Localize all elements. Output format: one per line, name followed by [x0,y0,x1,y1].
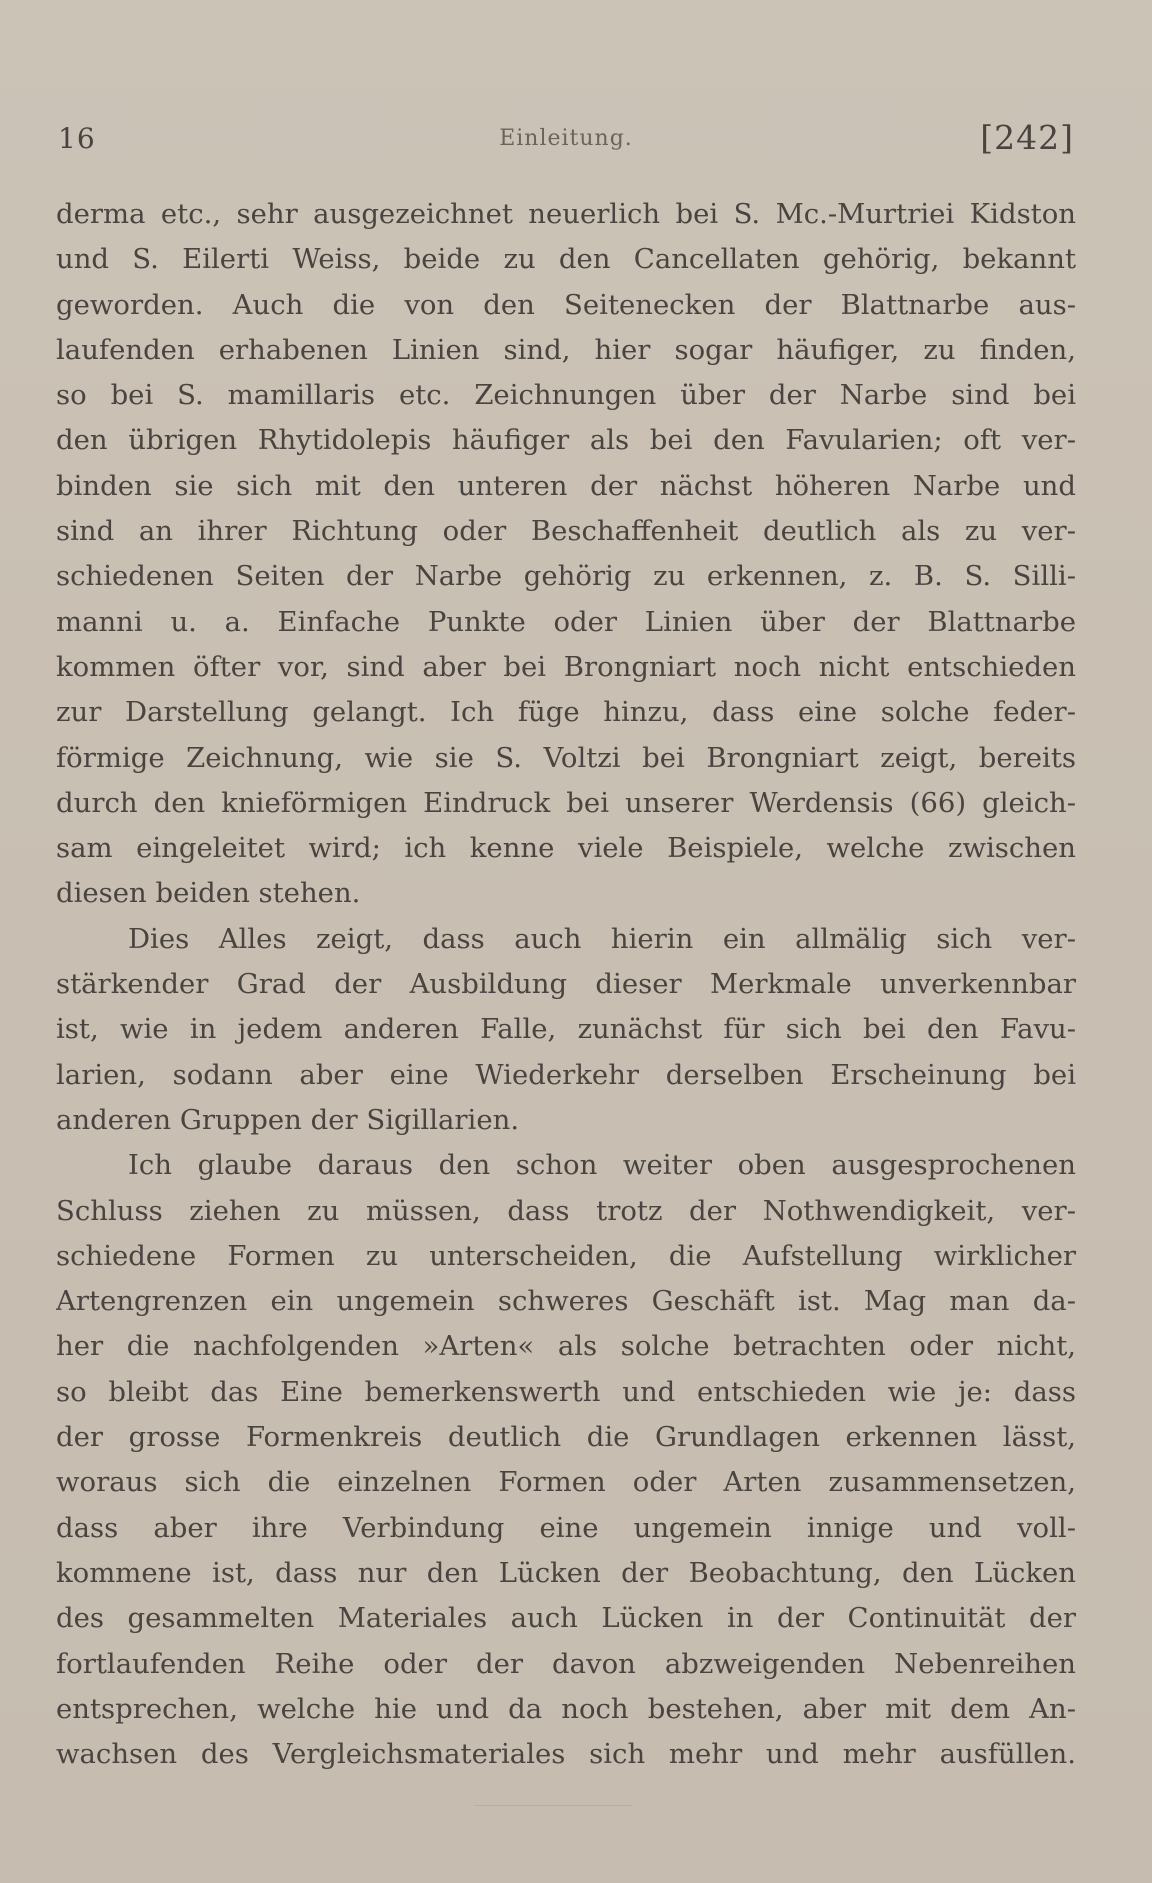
text-line: ist, wie in jedem anderen Falle, zunächst für sich bei den Favu- [56,1013,1076,1046]
text-line: so bei S. mamillaris etc. Zeichnungen über der Narbe sind bei [56,379,1076,412]
text-line: den übrigen Rhytidolepis häufiger als bei den Favularien; oft ver- [56,424,1076,457]
text-line: sind an ihrer Richtung oder Beschaffenheit deutlich als zu ver- [56,515,1076,548]
text-line: geworden. Auch die von den Seitenecken der Blattnarbe aus- [56,288,1076,321]
text-line: derma etc., sehr ausgezeichnet neuerlich bei S. Mc.-Murtriei Kidston [56,198,1076,230]
text-line: dass aber ihre Verbindung eine ungemein innige und voll- [56,1511,1076,1544]
body-text [56,192,1076,1777]
text-line: zur Darstellung gelangt. Ich füge hinzu, dass eine solche feder- [56,696,1076,729]
text-line: manni u. a. Einfache Punkte oder Linien über der Blattnarbe [56,605,1076,638]
text-line: diesen beiden stehen. [56,877,361,910]
text-line: der grosse Formenkreis deutlich die Grundlagen erkennen lässt, [56,1421,1076,1454]
text-line: larien, sodann aber eine Wiederkehr derselben Erscheinung bei [56,1058,1076,1091]
text-line: entsprechen, welche hie und da noch bestehen, aber mit dem An- [56,1692,1076,1725]
text-line: Artengrenzen ein ungemein schweres Geschäft ist. Mag man da- [56,1285,1076,1318]
text-line: Dies Alles zeigt, dass auch hierin ein allmälig sich ver- [128,922,1076,955]
text-line: her die nachfolgenden »Arten« als solche betrachten oder nicht, [56,1330,1076,1363]
text-line: des gesammelten Materiales auch Lücken in der Continuität der [56,1602,1076,1635]
page-header [58,118,1074,162]
text-line: Ich glaube daraus den schon weiter oben ausgesprochenen [128,1149,1076,1182]
text-line: wachsen des Vergleichsmateriales sich mehr und mehr ausfüllen. [56,1738,1076,1771]
text-line: schiedene Formen zu unterscheiden, die Aufstellung wirklicher [56,1239,1076,1272]
text-line: laufenden erhabenen Linien sind, hier sogar häufiger, zu finden, [56,333,1076,366]
text-line: binden sie sich mit den unteren der nächst höheren Narbe und [56,469,1076,502]
text-line: so bleibt das Eine bemerkenswerth und entschieden wie je: dass [56,1375,1076,1408]
text-line: stärkender Grad der Ausbildung dieser Merkmale unverkennbar [56,968,1076,1001]
text-line: schiedenen Seiten der Narbe gehörig zu erkennen, z. B. S. Silli- [56,560,1076,593]
text-line: woraus sich die einzelnen Formen oder Arten zusammensetzen, [56,1466,1076,1499]
page-number: 16 [58,122,96,155]
running-title: Einleitung. [499,126,633,151]
text-line: kommen öfter vor, sind aber bei Brongniart noch nicht entschieden [56,650,1076,683]
text-line: kommene ist, dass nur den Lücken der Beobachtung, den Lücken [56,1556,1076,1589]
text-line: sam eingeleitet wird; ich kenne viele Beispiele, welche zwischen [56,832,1076,865]
text-line: anderen Gruppen der Sigillarien. [56,1103,520,1136]
text-line: förmige Zeichnung, wie sie S. Voltzi bei Brongniart zeigt, bereits [56,741,1076,774]
text-line: Schluss ziehen zu müssen, dass trotz der Nothwendigkeit, ver- [56,1194,1076,1227]
text-line: durch den knieförmigen Eindruck bei unserer Werdensis (66) gleich- [56,786,1076,819]
text-line: und S. Eilerti Weiss, beide zu den Cancellaten gehörig, bekannt [56,243,1076,276]
footer-rule [474,1805,632,1806]
bracketed-page-number: [242] [980,118,1074,157]
text-line: fortlaufenden Reihe oder der davon abzweigenden Nebenreihen [56,1647,1076,1680]
